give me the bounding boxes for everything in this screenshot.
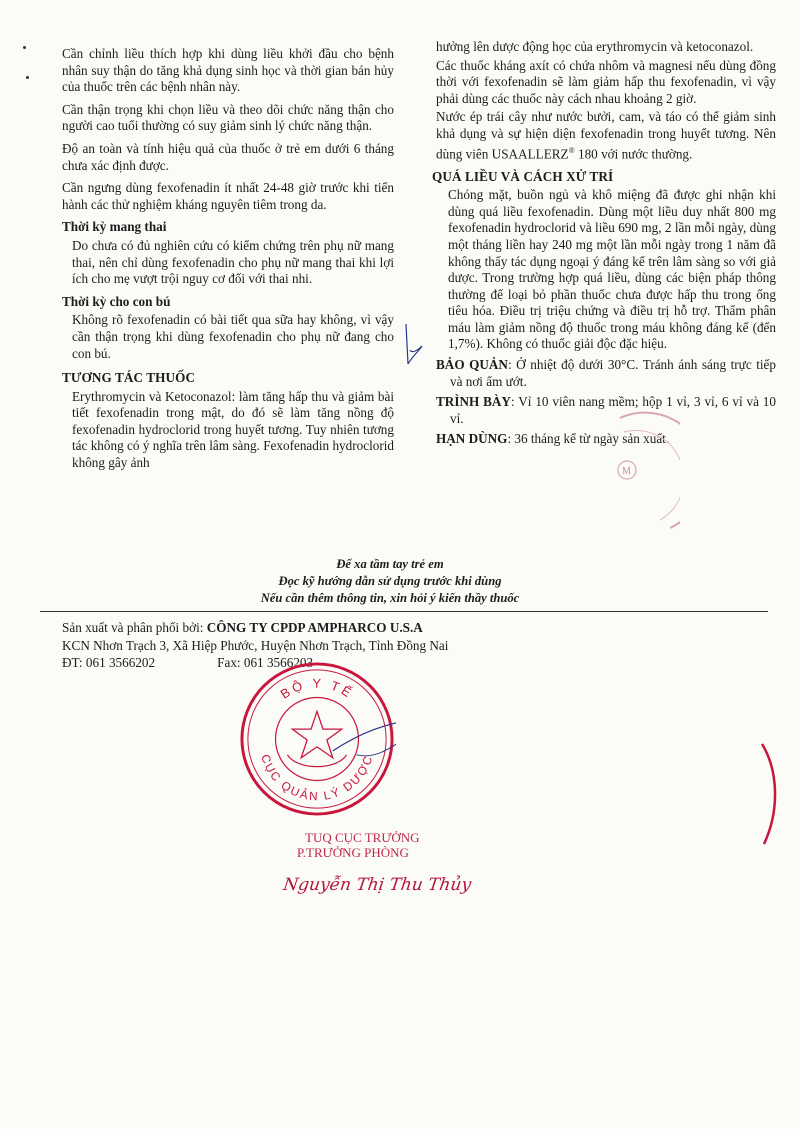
overdose-heading: QUÁ LIỀU VÀ CÁCH XỬ TRÍ xyxy=(432,168,614,184)
registered-mark: ® xyxy=(568,145,575,155)
stamp-bottom-text: CỤC QUẢN LÝ DƯỢC xyxy=(258,752,376,804)
pediatric-paragraph: Độ an toàn và tính hiệu quả của thuốc ở trẻ em dưới 6 tháng chưa xác định được. xyxy=(62,140,394,173)
juice-paragraph xyxy=(426,109,776,162)
presentation-label: TRÌNH BÀY xyxy=(436,394,511,410)
pregnancy-text: Do chưa có đủ nghiên cứu có kiểm chứng trên phụ nữ mang thai, nên chỉ dùng fexofenadin cho phụ nữ mang thai khi lợi ích cho mẹ vượt trội nguy cơ đối với thai nhi. xyxy=(72,237,394,287)
interactions-text: Erythromycin và Ketoconazol: làm tăng hấp thu và giảm bài tiết fexofenadin trong mật, do đó sẽ làm tăng nồng độ fexofenadin hydroclorid trong huyết tương. Tuy nhiên tương tác không có ý nghĩa trên lâm sàng. Fexofenadin hydroclorid không gây ảnh xyxy=(72,388,394,471)
manufacturer-address: KCN Nhơn Trạch 3, Xã Hiệp Phước, Huyện Nhơn Trạch, Tỉnh Đồng Nai xyxy=(62,637,449,653)
manufacturer-phone: ĐT: 061 3566202 xyxy=(62,655,156,670)
renal-paragraph: Cần chỉnh liều thích hợp khi dùng liều khởi đầu cho bệnh nhân suy thận do tăng khả dụng sinh học và thời gian bán hủy của thuốc trên các bệnh nhân này. xyxy=(62,46,394,95)
note-read-instructions: Đọc kỹ hướng dẫn sử dụng trước khi dùng xyxy=(278,574,502,588)
right-column xyxy=(426,39,776,452)
warning-notes xyxy=(220,556,560,607)
svg-text:CỤC QUẢN LÝ DƯỢC xyxy=(258,753,376,804)
signature-title-line1: TUQ CỤC TRƯỞNG xyxy=(305,830,420,845)
edge-seal-mark-icon xyxy=(756,740,786,850)
interactions-heading: TƯƠNG TÁC THUỐC xyxy=(62,370,196,386)
signature-name-icon xyxy=(282,866,482,902)
partial-seal-icon xyxy=(590,408,680,548)
elderly-paragraph: Cần thận trọng khi chọn liều và theo dõi chức năng thận cho người cao tuổi thường có suy giảm sinh lý chức năng thận. xyxy=(62,101,394,134)
lactation-text: Không rõ fexofenadin có bài tiết qua sữa hay không, vì vậy cần thận trọng khi dùng fexofenadin cho phụ nữ đang cho con bú. xyxy=(72,312,394,361)
official-stamp-icon xyxy=(238,660,396,818)
skin-test-paragraph: Cần ngưng dùng fexofenadin ít nhất 24-48 giờ trước khi tiến hành các thử nghiệm kháng nguyên tiêm trong da. xyxy=(62,180,394,212)
storage-section xyxy=(436,357,776,390)
signature-name: Nguyễn Thị Thu Thủy xyxy=(282,875,473,895)
lactation-heading: Thời kỳ cho con bú xyxy=(62,293,171,309)
expiry-text: : 36 tháng kể từ ngày sản xuất. xyxy=(507,431,670,447)
note-keep-away: Để xa tầm tay trẻ em xyxy=(336,557,444,571)
note-ask-doctor: Nếu cần thêm thông tin, xin hỏi ý kiến thầy thuốc xyxy=(260,591,520,605)
partial-seal-letter: M xyxy=(622,466,631,477)
storage-text: : Ở nhiệt độ dưới 30°C. Tránh ánh sáng trực tiếp và nơi ẩm ướt. xyxy=(450,357,777,389)
left-column xyxy=(62,46,394,472)
signature-title xyxy=(297,830,420,860)
expiry-label: HẠN DÙNG xyxy=(436,431,508,447)
pen-mark-icon xyxy=(398,320,428,370)
signature-title-line2: P.TRƯỞNG PHÒNG xyxy=(297,845,409,860)
presentation-text: : Vỉ 10 viên nang mềm; hộp 1 vỉ, 3 vỉ, 6 vỉ và 10 vỉ. xyxy=(450,394,776,426)
interactions-continued: hưởng lên dược động học của erythromycin và ketoconazol. xyxy=(436,39,754,54)
manufacturer-prefix: Sản xuất và phân phối bởi: xyxy=(62,620,207,635)
storage-label: BẢO QUẢN xyxy=(436,357,508,373)
stamp-top-text: BỘ Y TẾ xyxy=(277,675,357,702)
section-divider xyxy=(40,611,768,612)
pregnancy-heading: Thời kỳ mang thai xyxy=(62,219,167,235)
manufacturer-name: CÔNG TY CPDP AMPHARCO U.S.A xyxy=(206,620,423,635)
juice-text-end: 180 với nước thường. xyxy=(577,145,693,161)
antacid-paragraph: Các thuốc kháng axít có chứa nhôm và magnesi nếu dùng đồng thời với fexofenadin sẽ làm giảm hấp thu fexofenadin, vì vậy phải dùng các thuốc này cách nhau khoảng 2 giờ. xyxy=(436,57,776,106)
juice-text: Nước ép trái cây như nước bưởi, cam, và táo có thể giảm sinh khả dụng và sự hiện diện fexofenadin trong huyết tương. Nên dùng viên USAALLERZ xyxy=(436,109,776,161)
manufacturer-fax: Fax: 061 3566203 xyxy=(217,655,314,670)
overdose-text: Chóng mặt, buồn ngủ và khô miệng đã được ghi nhận khi dùng quá liều fexofenadin. Dùng một liều duy nhất 800 mg fexofenadin hydroclorid và liều 690 mg, 2 lần mỗi ngày, dùng một tháng liền hay 240 mg một lần mỗi ngày trong 1 năm đã không thấy tác dụng ngoại ý đáng kể trên lâm sàng so với giả dược. Trong trường hợp quá liều, dùng các biện pháp thông thường để loại bỏ phần thuốc chưa được hấp thu trong ống tiêu hóa. Điều trị triệu chứng và điều trị hỗ trợ. Thẩm phân máu làm giảm nồng độ thuốc trong máu không đáng kể (đến 1,7%). Không có thuốc giải độc đặc hiệu. xyxy=(448,187,776,352)
